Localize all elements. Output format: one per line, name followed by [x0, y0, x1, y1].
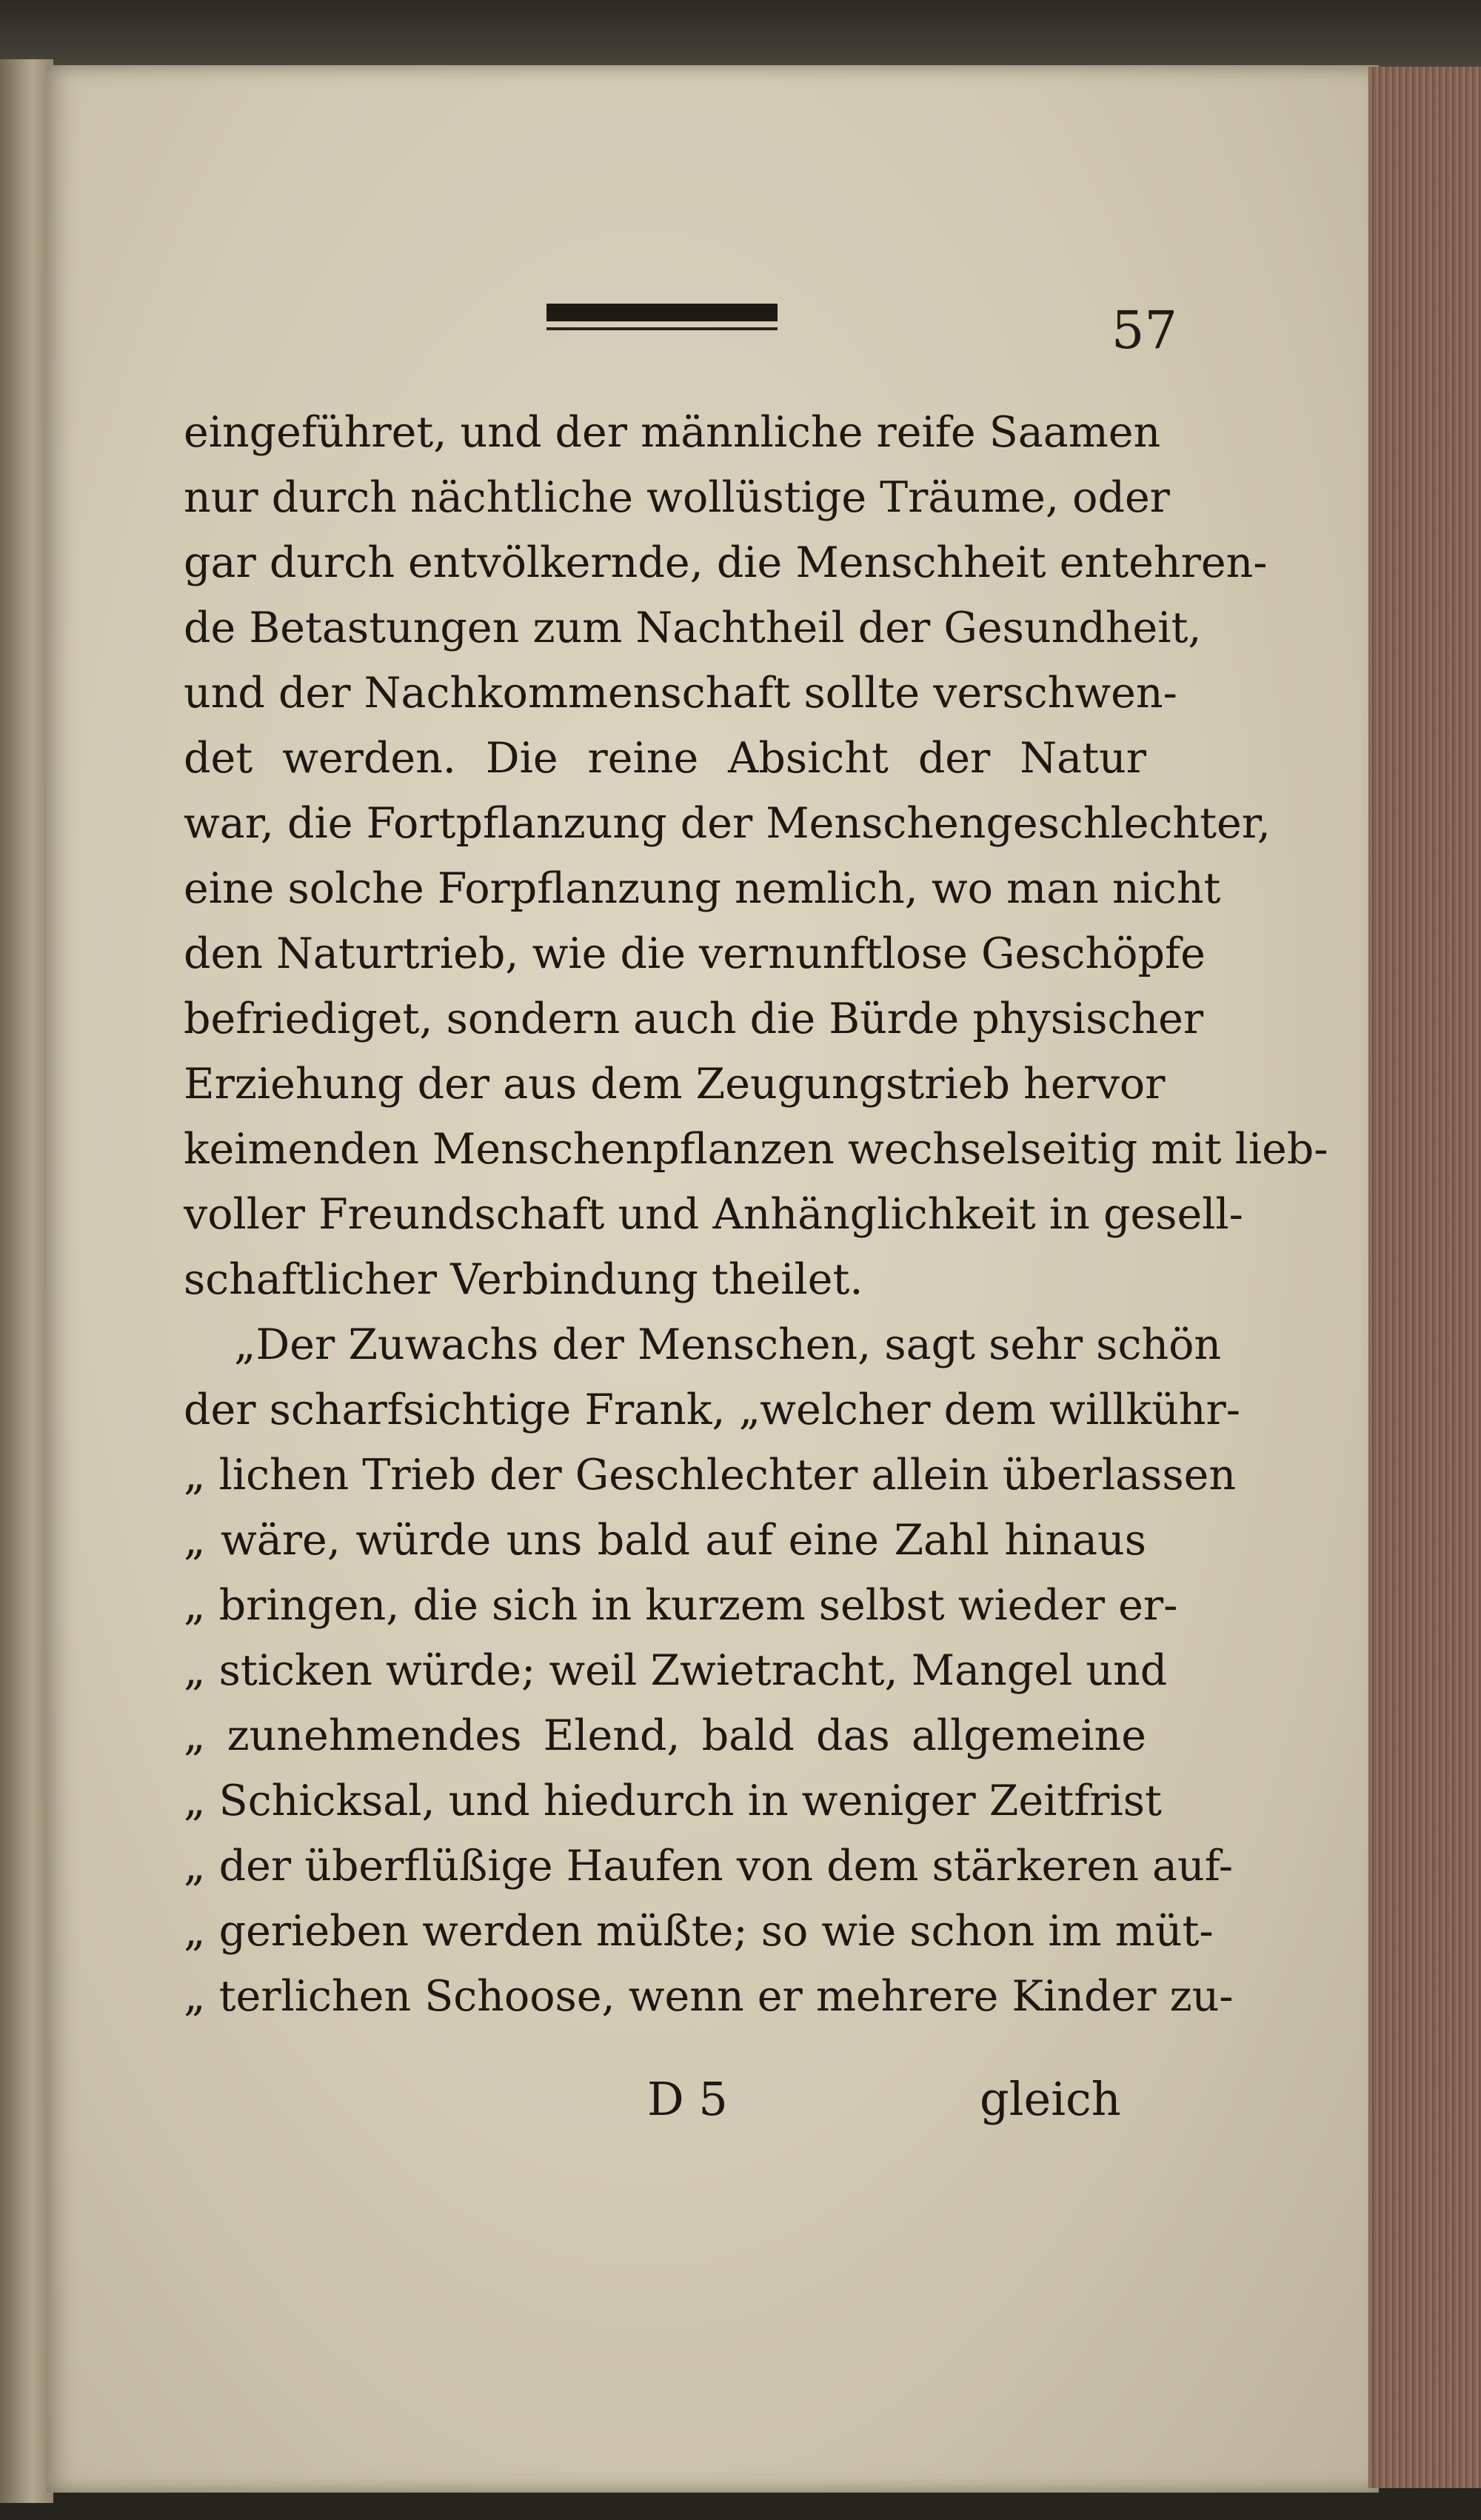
text-line: „ bringen, die sich in kurzem selbst wieder er- [184, 1581, 1178, 1630]
text-line: eingeführet, und der männliche reife Saamen [184, 408, 1161, 457]
text-line: „ der überflüßige Haufen von dem stärkeren auf- [184, 1842, 1234, 1891]
header-rule-thick [546, 304, 778, 321]
text-line: „ gerieben werden müßte; so wie schon im müt- [184, 1907, 1214, 1956]
text-line: gar durch entvölkernde, die Menschheit entehren- [184, 538, 1268, 587]
catchword: gleich [980, 2072, 1121, 2126]
signature-mark: D 5 [647, 2072, 728, 2126]
header-rule [546, 304, 778, 335]
text-line: Erziehung der aus dem Zeugungstrieb hervor [184, 1060, 1166, 1109]
text-line: „ wäre, würde uns bald auf eine Zahl hinaus [184, 1516, 1146, 1565]
body-text [184, 400, 1328, 2029]
page-number: 57 [1111, 300, 1177, 361]
text-line: eine solche Forpflanzung nemlich, wo man nicht [184, 864, 1221, 913]
text-line: befriediget, sondern auch die Bürde physischer [184, 995, 1204, 1043]
text-line: „ sticken würde; weil Zwietracht, Mangel und [184, 1646, 1168, 1695]
text-line: voller Freundschaft und Anhänglichkeit in gesell- [184, 1190, 1243, 1239]
text-line: „ zunehmendes Elend, bald das allgemeine [184, 1711, 1146, 1760]
book-top-edge [0, 0, 1481, 70]
text-line: und der Nachkommenschaft sollte verschwen- [184, 669, 1177, 718]
text-line: war, die Fortpflanzung der Menschengeschlechter, [184, 799, 1271, 848]
text-line: det werden. Die reine Absicht der Natur [184, 734, 1146, 783]
text-line: schaftlicher Verbindung theilet. [184, 1255, 863, 1304]
text-line: den Naturtrieb, wie die vernunftlose Geschöpfe [184, 929, 1206, 978]
text-line: „ terlichen Schoose, wenn er mehrere Kinder zu- [184, 1972, 1234, 2021]
text-line: nur durch nächtliche wollüstige Träume, oder [184, 473, 1170, 522]
page-footer [0, 2072, 1481, 2139]
text-line: keimenden Menschenpflanzen wechselseitig mit lieb- [184, 1125, 1328, 1174]
header-rule-thin [546, 327, 778, 330]
text-line: „ lichen Trieb der Geschlechter allein überlassen [184, 1451, 1237, 1500]
text-line: „Der Zuwachs der Menschen, sagt sehr schön [234, 1320, 1222, 1369]
text-line: de Betastungen zum Nachtheil der Gesundheit, [184, 604, 1202, 652]
text-line: „ Schicksal, und hiedurch in weniger Zeitfrist [184, 1777, 1162, 1825]
text-line: der scharfsichtige Frank, „welcher dem willkühr- [184, 1386, 1241, 1434]
